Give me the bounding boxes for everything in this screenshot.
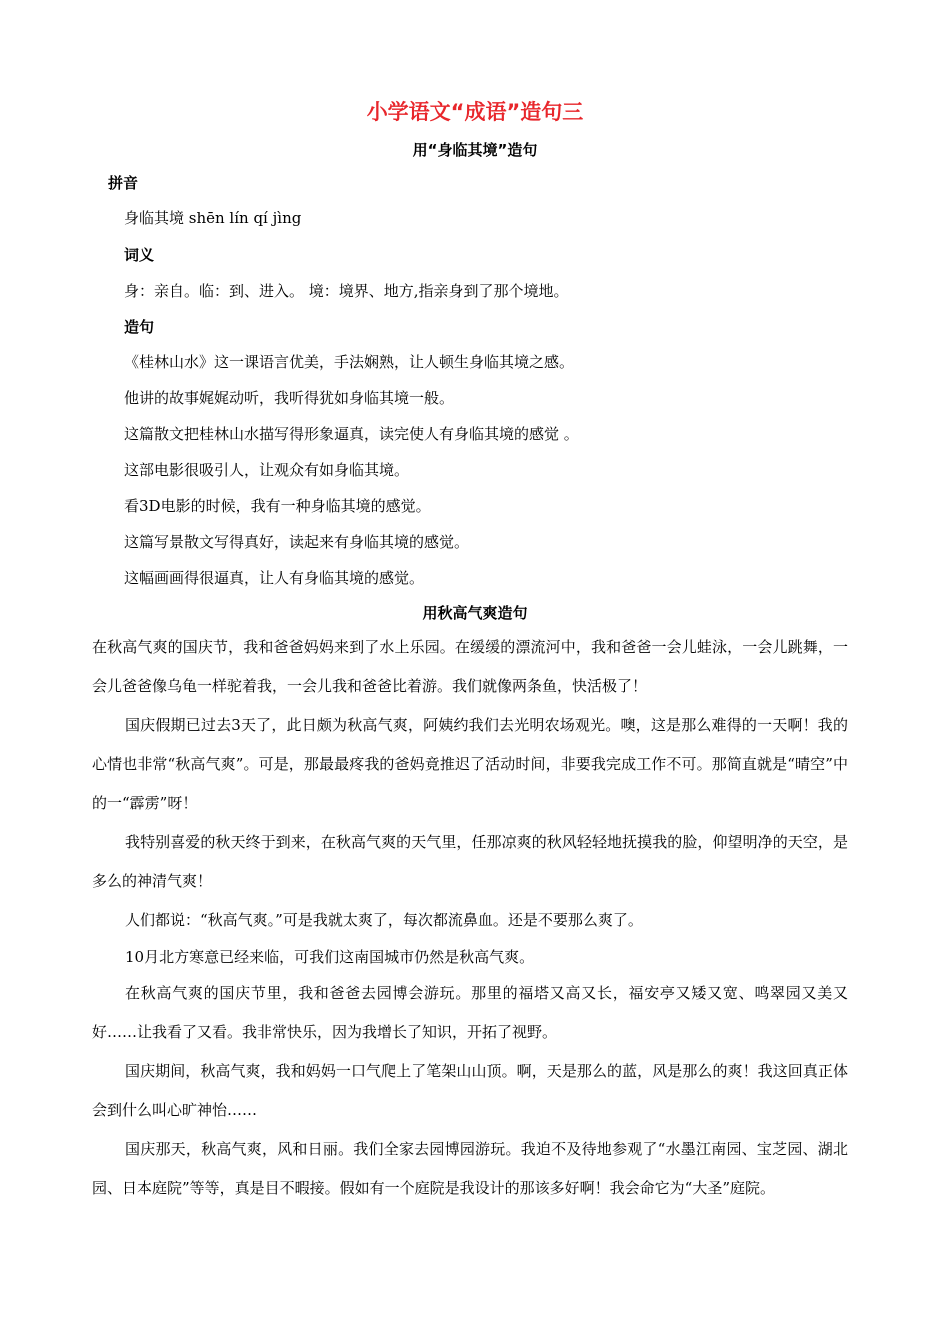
example-paragraph: 国庆假期已过去3天了，此日颇为秋高气爽，阿姨约我们去光明农场观光。噢，这是那么难得的一天啊！我的心情也非常“秋高气爽”。可是，那最最疼我的爸妈竟推迟了活动时间，非要我完成工作不可。那简直就是“晴空”中的一“霹雳”呀！ xyxy=(92,716,848,812)
pinyin-label: 拼音 xyxy=(108,174,139,192)
example-sentence: 看3D电影的时候，我有一种身临其境的感觉。 xyxy=(124,497,431,515)
example-paragraph: 10月北方寒意已经来临，可我们这南国城市仍然是秋高气爽。 xyxy=(125,948,535,966)
pinyin-text: 身临其境 shēn lín qí jìng xyxy=(124,209,302,227)
example-paragraph: 国庆期间，秋高气爽，我和妈妈一口气爬上了笔架山山顶。啊，天是那么的蓝，风是那么的爽！我这回真正体会到什么叫心旷神怡…… xyxy=(92,1062,848,1119)
example-sentence: 他讲的故事娓娓动听，我听得犹如身临其境一般。 xyxy=(124,389,455,407)
meaning-label: 词义 xyxy=(124,246,155,264)
example-paragraph: 在秋高气爽的国庆节，我和爸爸妈妈来到了水上乐园。在缓缓的漂流河中，我和爸爸一会儿蛙泳，一会儿跳舞，一会儿爸爸像乌龟一样驼着我，一会儿我和爸爸比着游。我们就像两条鱼，快活极了！ xyxy=(92,638,848,695)
example-sentence: 《桂林山水》这一课语言优美，手法娴熟，让人顿生身临其境之感。 xyxy=(124,353,575,371)
example-sentence: 这篇写景散文写得真好，读起来有身临其境的感觉。 xyxy=(124,533,470,551)
example-paragraph: 国庆那天，秋高气爽，风和日丽。我们全家去园博园游玩。我迫不及待地参观了“水墨江南园、宝芝园、湖北园、日本庭院”等等，真是目不暇接。假如有一个庭院是我设计的那该多好啊！我会命它为“大圣”庭院。 xyxy=(92,1140,848,1197)
examples-label: 造句 xyxy=(124,318,155,336)
meaning-text: 身：亲自。临：到、进入。 境：境界、地方,指亲身到了那个境地。 xyxy=(124,282,569,300)
example-paragraph: 人们都说：“秋高气爽。”可是我就太爽了，每次都流鼻血。还是不要那么爽了。 xyxy=(125,911,643,929)
section-heading-shenlinqijing: 用“身临其境”造句 xyxy=(412,141,538,159)
example-paragraph: 我特别喜爱的秋天终于到来，在秋高气爽的天气里，任那凉爽的秋风轻轻地抚摸我的脸，仰望明净的天空，是多么的神清气爽！ xyxy=(92,833,848,890)
section-heading-qiugaoqishuang: 用秋高气爽造句 xyxy=(422,604,528,622)
example-paragraph: 在秋高气爽的国庆节里，我和爸爸去园博会游玩。那里的福塔又高又长，福安亭又矮又宽、鸣翠园又美又好……让我看了又看。我非常快乐，因为我增长了知识，开拓了视野。 xyxy=(92,984,848,1041)
example-sentence: 这部电影很吸引人，让观众有如身临其境。 xyxy=(124,461,410,479)
page-title: 小学语文“成语”造句三 xyxy=(366,100,584,124)
example-sentence: 这幅画画得很逼真，让人有身临其境的感觉。 xyxy=(124,569,425,587)
example-sentence: 这篇散文把桂林山水描写得形象逼真，读完使人有身临其境的感觉 。 xyxy=(124,425,579,443)
